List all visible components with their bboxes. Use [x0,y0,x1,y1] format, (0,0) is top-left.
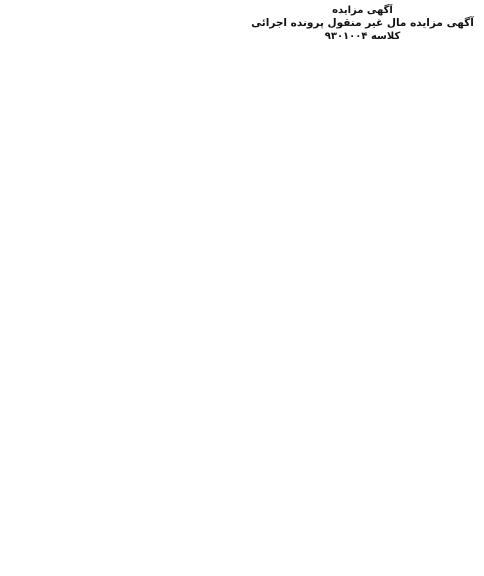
notice-heading [246,4,479,43]
right-column [246,4,479,572]
notice-title-main: آگهی مزایده مال غیر منقول پرونده اجرائی [251,17,474,29]
left-column [5,4,238,572]
text-columns [5,4,479,572]
notice-title-top: آگهی مزایده [332,5,393,16]
notice-class-number: کلاسه ۹۳۰۱۰۰۴ [324,31,401,42]
